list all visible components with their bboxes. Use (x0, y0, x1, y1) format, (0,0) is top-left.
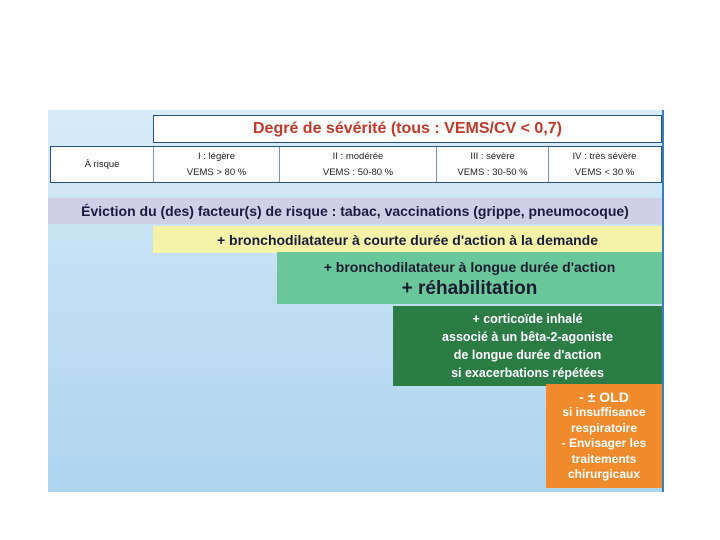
corticoid-line: de longue durée d'action (453, 348, 602, 362)
grade-cell-very-severe (549, 147, 660, 182)
old-heading: - ± OLD (579, 388, 629, 405)
old-line: si insuffisance (562, 405, 646, 419)
severity-title: Degré de sévérité (tous : VEMS/CV < 0,7) (153, 115, 662, 143)
long-acting-band (277, 252, 662, 304)
grade-label: II : modérée (332, 150, 384, 162)
grade-cell-mild (154, 147, 280, 182)
corticoid-band (393, 306, 662, 386)
eviction-text: Éviction du (des) facteur(s) de risque : tabac, vaccinations (grippe, pneumocoque) (81, 203, 629, 219)
grade-label: I : légère (198, 150, 235, 162)
corticoid-line: + corticoïde inhalé (472, 312, 583, 326)
short-acting-band (153, 226, 662, 253)
eviction-band (48, 198, 662, 224)
grade-vems: VEMS : 30-50 % (457, 166, 528, 178)
grade-vems: VEMS : 50-80 % (322, 166, 394, 178)
corticoid-line: si exacerbations répétées (451, 366, 604, 380)
old-band (546, 384, 662, 488)
rehabilitation-text: + réhabilitation (401, 278, 538, 299)
old-line: - Envisager les (561, 436, 647, 450)
short-acting-text: + bronchodilatateur à courte durée d'action à la demande (216, 231, 599, 248)
corticoid-line: associé à un bêta-2-agoniste (442, 330, 613, 344)
grade-cell-at-risk (51, 147, 154, 182)
old-line: respiratoire (570, 420, 638, 435)
old-line: traitements (571, 451, 637, 466)
long-acting-text: + bronchodilatateur à longue durée d'action (323, 259, 616, 275)
grade-label: À risque (84, 158, 120, 170)
grade-label: IV : très sévère (572, 150, 637, 162)
grade-vems: VEMS < 30 % (574, 166, 635, 178)
grade-cell-severe (437, 147, 549, 182)
grade-label: III : sévère (470, 150, 515, 162)
grade-cell-moderate (280, 147, 437, 182)
severity-grade-table (50, 146, 662, 183)
grade-vems: VEMS > 80 % (186, 166, 247, 178)
old-line: chirurgicaux (567, 467, 641, 481)
